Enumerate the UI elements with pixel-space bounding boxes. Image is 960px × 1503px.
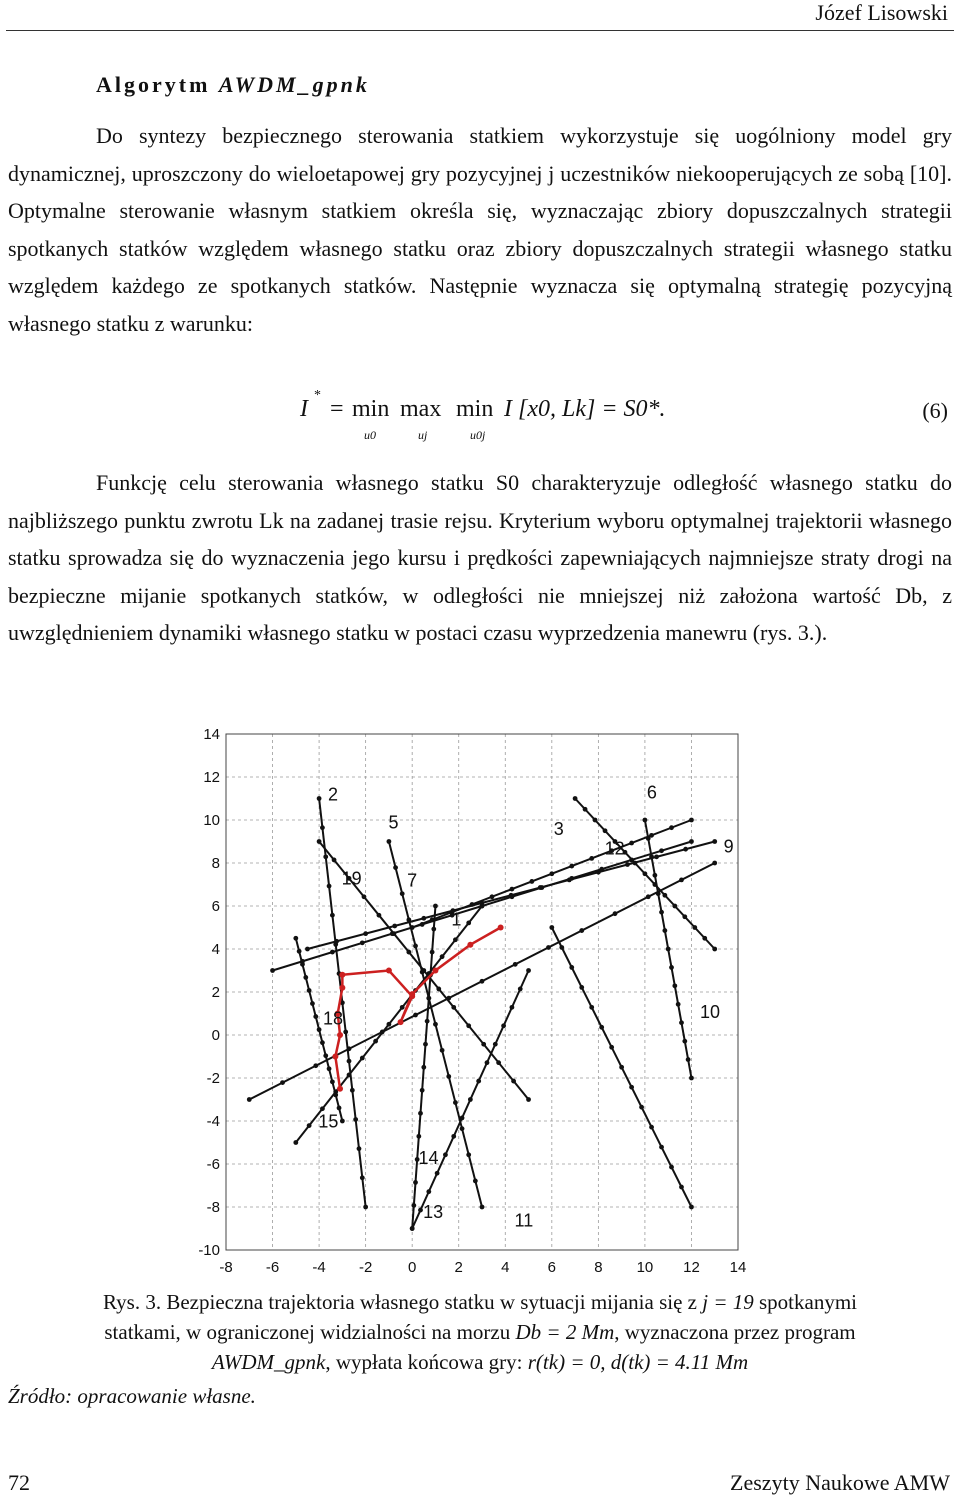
ship-track-point-5 (393, 865, 398, 870)
ship-track-point-18 (297, 949, 302, 954)
ship-track-point-14 (413, 1180, 418, 1185)
ship-track-point-18 (333, 1092, 338, 1097)
caption-line-1 (14, 1287, 946, 1317)
ship-track-point-18 (313, 1014, 318, 1019)
ship-track-point-9 (679, 877, 684, 882)
caption-line-1-italic: j = 19 (702, 1290, 754, 1314)
ship-track-point-18 (327, 1066, 332, 1071)
ship-label-19: 19 (341, 868, 362, 889)
figure-caption (14, 1287, 946, 1377)
ship-track-point-14 (426, 996, 431, 1001)
ship-track-point-11 (609, 1045, 614, 1050)
eq-min1: min (352, 396, 390, 422)
ship-track-point-19 (317, 839, 322, 844)
x-tick-label: 8 (594, 1259, 603, 1276)
x-tick-label: 4 (501, 1259, 510, 1276)
ship-track-point-19 (332, 858, 337, 863)
ship-label-15: 15 (318, 1111, 339, 1132)
caption-line-1-prefix: Rys. 3. Bezpieczna trajektoria własnego statku w sytuacji mijania się z (103, 1290, 703, 1314)
own-ship-point (398, 1019, 404, 1025)
own-ship-point (467, 942, 473, 948)
ship-track-point-14 (433, 904, 438, 909)
trajectory-chart (190, 722, 750, 1282)
ship-track-point-19 (377, 913, 382, 918)
x-tick-label: -8 (219, 1259, 233, 1276)
ship-track-point-9 (247, 1097, 252, 1102)
ship-track-point-14 (430, 950, 435, 955)
y-tick-label: -6 (206, 1156, 220, 1173)
ship-track-point-5 (460, 1126, 465, 1131)
ship-track-point-13 (501, 1023, 506, 1028)
ship-track-point-13 (426, 1189, 431, 1194)
ship-track-point-9 (480, 979, 485, 984)
ship-track-point-19 (362, 894, 367, 899)
ship-track-point-2 (320, 825, 325, 830)
running-header-author: Józef Lisowski (815, 0, 948, 25)
section-title (96, 72, 370, 98)
ship-track-point-2 (347, 1059, 352, 1064)
ship-track-point-14 (425, 1019, 430, 1024)
ship-track-point-3 (589, 856, 594, 861)
ship-label-12: 12 (604, 838, 625, 859)
ship-track-point-13 (518, 987, 523, 992)
own-ship-point (337, 1032, 343, 1038)
ship-track-point-11 (579, 985, 584, 990)
ship-track-point-18 (303, 975, 308, 980)
ship-track-point-3 (529, 879, 534, 884)
ship-track-point-2 (327, 884, 332, 889)
x-tick-label: 14 (729, 1259, 747, 1276)
ship-track-point-11 (649, 1125, 654, 1130)
ship-track-point-9 (646, 894, 651, 899)
eq-equals: = (330, 396, 344, 422)
ship-track-point-9 (413, 1013, 418, 1018)
ship-track-point-10 (672, 983, 677, 988)
caption-line-3 (14, 1347, 946, 1377)
ship-track-point-2 (317, 796, 322, 801)
ship-track-point-3 (549, 871, 554, 876)
ship-label-1: 1 (451, 909, 462, 930)
eq-max-sub: uj (418, 428, 428, 442)
ship-track-point-5 (400, 891, 405, 896)
ship-track-point-15 (400, 1005, 405, 1010)
own-ship-point (339, 985, 345, 991)
x-tick-label: -4 (312, 1259, 326, 1276)
paragraph-2: Funkcję celu sterowania własnego statku S0 charakteryzuje odległość własnego statku do najbliższego punktu zwrotu Lk na zadanej trasie rejsu. Kryterium wyboru optymalnej trajektorii własnego statku sprowadza się do wyznaczenia jego kursu i prędkości zapewniających najmniejsze straty drogi na bezpieczne mijanie spotkanych statków, w odległości nie mniejszej niż założona wartość Db, z uwzględnieniem dynamiki własnego statku w postaci czasu wyprzedzenia manewru (rys. 3.). (8, 470, 952, 646)
y-tick-label: 6 (211, 898, 220, 915)
caption-line-1-suffix: spotkanymi (753, 1290, 857, 1314)
y-tick-label: 0 (211, 1027, 220, 1044)
y-tick-label: 8 (211, 855, 220, 872)
ship-track-point-9 (280, 1080, 285, 1085)
y-tick-label: 14 (203, 726, 220, 743)
y-tick-label: -4 (206, 1113, 220, 1130)
ship-track-point-13 (451, 1134, 456, 1139)
y-tick-label: 12 (203, 769, 220, 786)
ship-track-point-11 (679, 1185, 684, 1190)
ship-track-point-5 (480, 1205, 485, 1210)
ship-track-point-5 (453, 1100, 458, 1105)
ship-track-point-14 (410, 1226, 415, 1231)
ship-track-point-12 (539, 885, 544, 890)
section-title-prefix: Algorytm (96, 72, 219, 97)
ship-track-point-2 (343, 1030, 348, 1035)
ship-track-point-10 (659, 910, 664, 915)
ship-track-point-11 (549, 925, 554, 930)
ship-track-point-2 (360, 1175, 365, 1180)
ship-label-5: 5 (388, 812, 399, 833)
ship-label-11: 11 (514, 1210, 534, 1231)
ship-track-point-12 (659, 848, 664, 853)
ship-label-7: 7 (407, 870, 418, 891)
equation-number: (6) (922, 398, 948, 423)
ship-track-point-6 (702, 936, 707, 941)
x-tick-label: 12 (683, 1259, 700, 1276)
ship-track-point-9 (712, 861, 717, 866)
x-tick-label: 2 (454, 1259, 463, 1276)
ship-track-point-11 (569, 965, 574, 970)
ship-track-point-19 (451, 1005, 456, 1010)
plot-frame (226, 734, 738, 1250)
ship-track-point-14 (421, 1065, 426, 1070)
eq-lhs: I (300, 396, 308, 422)
figure-source: Źródło: opracowanie własne. (8, 1384, 256, 1408)
ship-track-point-13 (526, 968, 531, 973)
ship-track-point-13 (443, 1152, 448, 1157)
ship-track-point-15 (480, 904, 485, 909)
x-tick-label: 0 (408, 1259, 417, 1276)
ship-track-point-15 (453, 937, 458, 942)
y-tick-label: -8 (206, 1199, 220, 1216)
ship-track-point-18 (320, 1040, 325, 1045)
ship-track-point-10 (669, 965, 674, 970)
ship-track-point-12 (270, 968, 275, 973)
header-rule (6, 30, 954, 31)
caption-line-3-italic2: r(tk) = 0, d(tk) = 4.11 Mm (527, 1350, 749, 1374)
ship-track-point-9 (347, 1046, 352, 1051)
y-tick-label: -2 (206, 1070, 220, 1087)
ship-track-point-10 (652, 873, 657, 878)
ship-track-point-12 (420, 922, 425, 927)
ship-track-point-10 (666, 947, 671, 952)
journal-name: Zeszyty Naukowe AMW (730, 1470, 950, 1495)
ship-track-point-5 (473, 1178, 478, 1183)
own-ship-point (332, 1054, 338, 1060)
ship-track-point-9 (513, 962, 518, 967)
ship-track-point-7 (625, 862, 630, 867)
equation-6 (0, 388, 960, 448)
ship-track-point-2 (323, 854, 328, 859)
ship-track-point-19 (436, 987, 441, 992)
x-tick-label: -2 (358, 1259, 373, 1276)
ship-track-point-9 (579, 928, 584, 933)
ship-track-point-19 (391, 931, 396, 936)
ship-track-point-11 (629, 1085, 634, 1090)
ship-track-point-12 (629, 858, 634, 863)
ship-track-point-3 (490, 894, 495, 899)
ship-track-point-6 (603, 828, 608, 833)
ship-track-point-12 (689, 839, 694, 844)
ship-label-18: 18 (323, 1008, 344, 1029)
ship-track-point-15 (347, 1073, 352, 1078)
y-tick-label: 10 (203, 812, 220, 829)
section-title-italic: AWDM_gpnk (218, 72, 370, 97)
ship-track-point-15 (307, 1123, 312, 1128)
caption-line-2-suffix: , wyznaczona przez program (614, 1320, 856, 1344)
ship-track-point-11 (689, 1205, 694, 1210)
own-ship-point (386, 968, 392, 974)
x-tick-label: 6 (547, 1259, 556, 1276)
ship-track-point-11 (639, 1105, 644, 1110)
ship-track-point-7 (654, 854, 659, 859)
own-ship-point (498, 925, 504, 931)
ship-track-point-18 (330, 1079, 335, 1084)
ship-label-13: 13 (423, 1201, 444, 1222)
ship-track-point-10 (686, 1057, 691, 1062)
ship-track-point-10 (662, 928, 667, 933)
ship-track-point-13 (510, 1005, 515, 1010)
y-tick-label: 2 (211, 984, 220, 1001)
ship-track-point-5 (466, 1152, 471, 1157)
caption-line-2-prefix: statkami, w ograniczonej widzialności na morzu (104, 1320, 516, 1344)
ship-track-point-3 (629, 841, 634, 846)
caption-line-2-italic: Db = 2 Mm (515, 1320, 615, 1344)
own-ship-point (337, 1086, 343, 1092)
ship-track-point-13 (493, 1042, 498, 1047)
ship-track-point-10 (679, 1020, 684, 1025)
ship-track-point-6 (643, 871, 648, 876)
ship-label-3: 3 (553, 819, 564, 840)
ship-track-point-14 (416, 1134, 421, 1139)
ship-track-point-15 (293, 1140, 298, 1145)
ship-track-point-18 (317, 1027, 322, 1032)
ship-track-point-2 (357, 1146, 362, 1151)
ship-label-14: 14 (418, 1148, 439, 1168)
ship-track-point-2 (363, 1205, 368, 1210)
ship-track-point-7 (334, 939, 339, 944)
x-tick-label: -6 (265, 1259, 280, 1276)
ship-track-point-3 (510, 887, 515, 892)
ship-track-point-13 (476, 1079, 481, 1084)
ship-track-point-5 (387, 839, 392, 844)
ship-track-point-9 (546, 945, 551, 950)
ship-track-point-13 (435, 1171, 440, 1176)
ship-track-point-19 (511, 1079, 516, 1084)
ship-track-point-15 (387, 1022, 392, 1027)
ship-track-point-11 (599, 1025, 604, 1030)
ship-track-point-5 (440, 1048, 445, 1053)
ship-track-point-10 (643, 818, 648, 823)
ship-track-point-11 (619, 1065, 624, 1070)
ship-track-point-19 (526, 1097, 531, 1102)
y-tick-label: 4 (211, 941, 220, 958)
ship-track-point-13 (485, 1060, 490, 1065)
ship-track-point-12 (510, 894, 515, 899)
ship-track-point-14 (418, 1111, 423, 1116)
ship-track-point-11 (589, 1005, 594, 1010)
ship-track-point-3 (569, 864, 574, 869)
ship-track-point-6 (573, 796, 578, 801)
ship-track-point-6 (593, 818, 598, 823)
ship-track-point-18 (310, 1001, 315, 1006)
eq-min2-sub: u0j (470, 428, 486, 442)
ship-track-point-11 (659, 1145, 664, 1150)
eq-body: I [x0, Lk] = S0*. (504, 396, 666, 422)
ship-track-point-18 (307, 988, 312, 993)
ship-track-point-19 (421, 968, 426, 973)
ship-track-point-10 (676, 1002, 681, 1007)
ship-track-point-5 (433, 1022, 438, 1027)
ship-track-point-13 (460, 1116, 465, 1121)
ship-label-10: 10 (700, 1001, 721, 1022)
ship-track-point-6 (672, 904, 677, 909)
ship-track-point-13 (468, 1097, 473, 1102)
ship-track-point-19 (481, 1042, 486, 1047)
ship-track-point-18 (337, 1106, 342, 1111)
ship-track-point-14 (411, 1203, 416, 1208)
ship-track-point-18 (293, 936, 298, 941)
ship-track-point-7 (712, 839, 717, 844)
own-ship-point (432, 968, 438, 974)
eq-max: max (400, 396, 442, 422)
eq-star: * (314, 388, 321, 403)
ship-track-point-3 (689, 818, 694, 823)
ship-track-point-5 (413, 944, 418, 949)
ship-track-point-19 (406, 950, 411, 955)
eq-min2: min (456, 396, 494, 422)
ship-track-point-6 (692, 925, 697, 930)
ship-track-point-9 (313, 1063, 318, 1068)
ship-track-point-15 (440, 954, 445, 959)
ship-track-point-6 (682, 914, 687, 919)
y-tick-label: -10 (198, 1242, 220, 1259)
ship-track-point-2 (350, 1088, 355, 1093)
x-tick-label: 10 (636, 1259, 654, 1276)
ship-track-point-12 (599, 867, 604, 872)
ship-label-6: 6 (646, 782, 657, 803)
caption-line-3-mid: , wypłata końcowa gry: (325, 1350, 528, 1374)
ship-track-point-14 (420, 1088, 425, 1093)
own-ship-point (339, 972, 345, 978)
ship-track-point-7 (363, 931, 368, 936)
ship-track-point-15 (320, 1106, 325, 1111)
ship-track-point-3 (669, 825, 674, 830)
ship-track-point-10 (682, 1039, 687, 1044)
ship-track-point-2 (353, 1117, 358, 1122)
ship-track-point-18 (340, 1119, 345, 1124)
ship-track-point-12 (360, 940, 365, 945)
caption-line-3-italic: AWDM_gpnk (211, 1350, 326, 1374)
ship-track-point-18 (323, 1053, 328, 1058)
ship-track-point-7 (683, 847, 688, 852)
ship-track-point-10 (656, 891, 661, 896)
ship-track-point-7 (305, 947, 310, 952)
ship-track-point-10 (646, 836, 651, 841)
ship-track-point-14 (431, 927, 436, 932)
ship-track-point-2 (330, 913, 335, 918)
ship-track-point-7 (392, 924, 397, 929)
ship-track-point-9 (613, 911, 618, 916)
ship-track-point-15 (466, 920, 471, 925)
ship-label-9: 9 (723, 836, 734, 857)
ship-track-point-12 (569, 876, 574, 881)
ship-track-point-6 (583, 807, 588, 812)
ship-track-point-14 (423, 1042, 428, 1047)
ship-track-point-18 (300, 962, 305, 967)
ship-track-point-19 (466, 1023, 471, 1028)
ship-track-point-6 (712, 947, 717, 952)
ship-track-point-6 (662, 893, 667, 898)
ship-label-2: 2 (328, 784, 339, 805)
own-ship-point (409, 991, 415, 997)
ship-track-point-11 (669, 1165, 674, 1170)
caption-line-2 (14, 1317, 946, 1347)
ship-track-point-15 (373, 1039, 378, 1044)
ship-track-point-10 (689, 1076, 694, 1081)
figure-3 (190, 722, 750, 1282)
paragraph-1: Do syntezy bezpiecznego sterowania statkiem wykorzystuje się uogólniony model gry dynamicznej, uproszczony do wieloetapowej gry pozycyjnej j uczestników niekooperujących ze sobą [10]. Optymalne sterowanie własnym statkiem określa się, wyznaczając zbiory dopuszczalnych strategii spotkanych statków względem własnego statku oraz zbiory dopuszczalnych strategii własnego statku względem każdego ze spotkanych statków. Następnie wyznacza się optymalną strategię pozycyjną własnego statku z warunku: (8, 123, 952, 336)
ship-track-point-11 (559, 945, 564, 950)
ship-track-point-19 (496, 1060, 501, 1065)
ship-track-point-12 (330, 950, 335, 955)
ship-track-point-15 (360, 1056, 365, 1061)
eq-min1-sub: u0 (364, 428, 376, 442)
page-number: 72 (8, 1470, 30, 1495)
ship-track-point-7 (421, 916, 426, 921)
ship-track-point-5 (446, 1074, 451, 1079)
